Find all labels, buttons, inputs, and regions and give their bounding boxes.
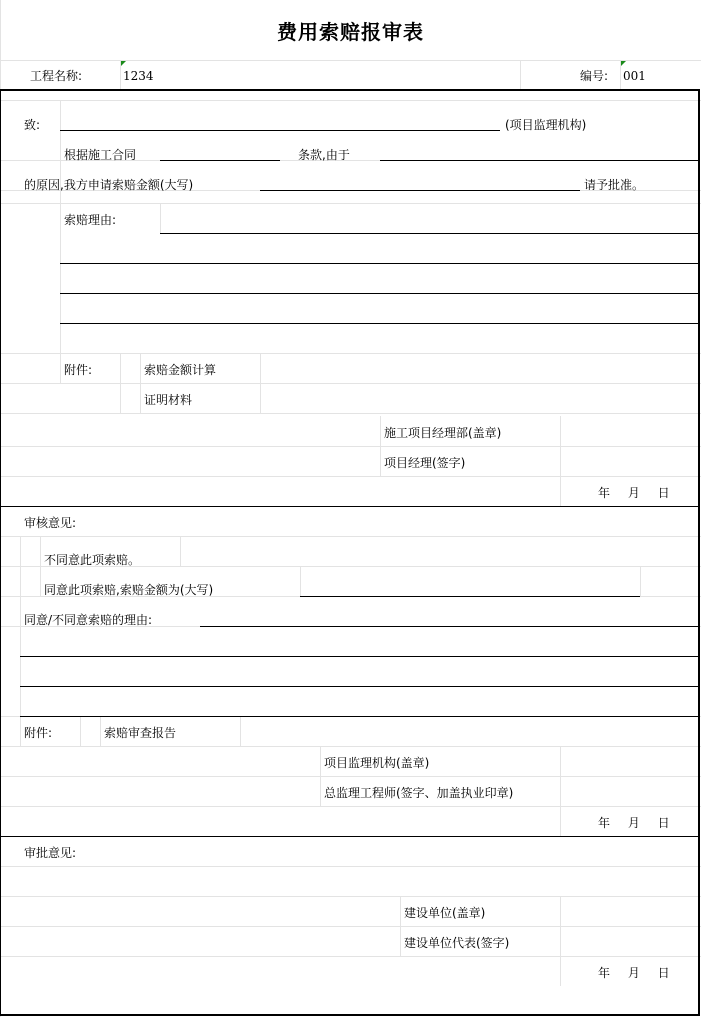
approval-opinion-label: 审批意见:	[24, 846, 77, 860]
claim-reason-label: 索赔理由:	[64, 213, 117, 227]
attachment-item: 证明材料	[144, 393, 193, 407]
supervisor-org-seal-label: 项目监理机构(盖章)	[324, 756, 430, 770]
cell-comment-marker	[121, 61, 126, 66]
chief-engineer-label: 总监理工程师(签字、加盖执业印章)	[324, 786, 514, 800]
attachment-item: 索赔金额计算	[144, 363, 217, 377]
per-contract-label: 根据施工合同	[64, 148, 137, 162]
attachment-label: 附件:	[64, 363, 93, 377]
date-label: 年 月 日	[598, 966, 670, 980]
disagree-option: 不同意此项索赔。	[44, 553, 141, 567]
date-label: 年 月 日	[598, 486, 670, 500]
contractor-dept-label: 施工项目经理部(盖章)	[384, 426, 502, 440]
form-title: 费用索赔报审表	[277, 20, 424, 44]
owner-seal-label: 建设单位(盖章)	[404, 906, 486, 920]
number-label: 编号:	[580, 69, 609, 83]
project-manager-label: 项目经理(签字)	[384, 456, 466, 470]
cell-comment-marker	[621, 61, 626, 66]
number-value[interactable]: 001	[623, 69, 646, 83]
date-label: 年 月 日	[598, 816, 670, 830]
review-opinion-label: 审核意见:	[24, 516, 77, 530]
clause-due-to-label: 条款,由于	[298, 148, 350, 162]
review-reason-label: 同意/不同意索赔的理由:	[24, 613, 153, 627]
project-name-label: 工程名称:	[30, 69, 83, 83]
claim-amount-label: 的原因,我方申请索赔金额(大写)	[24, 178, 194, 192]
supervisor-org-label: (项目监理机构)	[505, 118, 587, 132]
to-label: 致:	[24, 118, 41, 132]
owner-rep-label: 建设单位代表(签字)	[404, 936, 510, 950]
review-attachment-label: 附件:	[24, 726, 53, 740]
review-attachment-item: 索赔审查报告	[104, 726, 177, 740]
please-approve-label: 请予批准。	[584, 178, 645, 192]
agree-option: 同意此项索赔,索赔金额为(大写)	[44, 583, 214, 597]
project-name-value[interactable]: 1234	[123, 69, 154, 83]
